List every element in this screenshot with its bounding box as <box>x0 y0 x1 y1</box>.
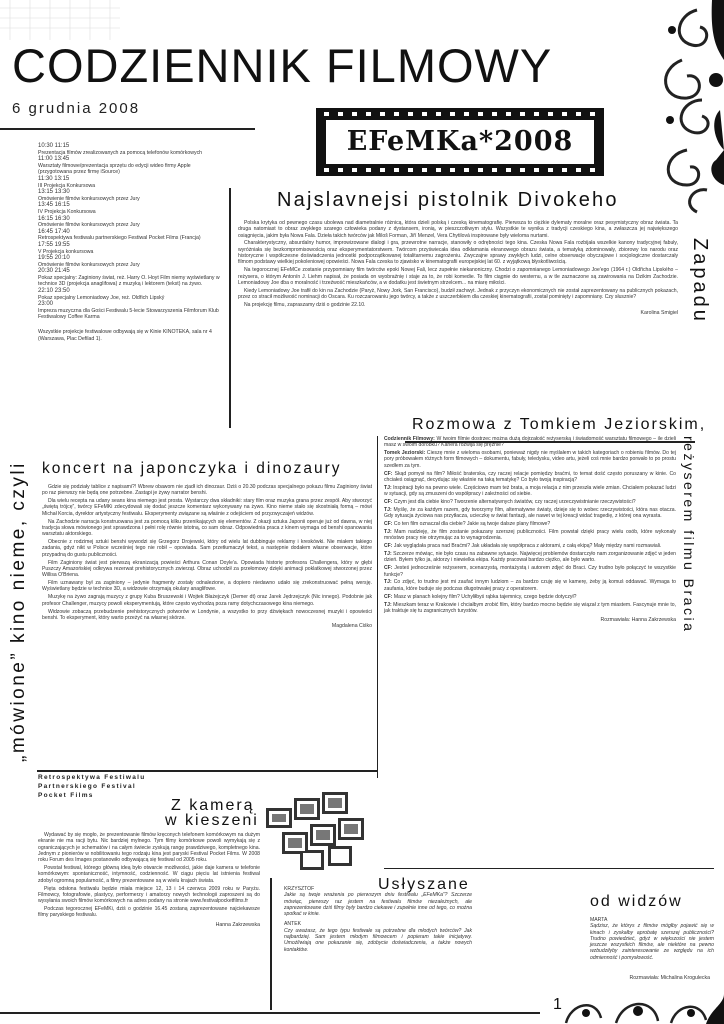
interview-text: W twoim filmie dostrzec można dużą dojrzałość reżyserską i świadomość warsztatu filmowego – ile dzieli masz w swoim dorobku? Kariera rozwija się prężnie? <box>384 436 676 449</box>
schedule-text: Prezentacja filmów zrealizowanych za pomocą telefonów komórkowych <box>38 149 203 156</box>
grid-texture <box>0 0 120 40</box>
article-west-body <box>238 220 678 317</box>
heard-quotes-right <box>590 917 714 965</box>
interview-speaker: CF: <box>384 470 395 477</box>
interview-text: Cieszę mnie z wieloma osobami, ponieważ nigdy nie myślałem w takich kategoriach o robieniu filmów. Do tej pory próbowałem różnych form filmowych – dokumentu, fabuły, teledysku, video artu, jeżeli coś mnie bardzo porwało to po prostu szedłem za tym. <box>384 450 676 469</box>
interview-signature: Rozmawiała: Hanna Zakrzewska <box>600 617 676 624</box>
schedule-time: 17:55 19:55 <box>38 241 70 248</box>
article-west-signature: Karolina Smigiel <box>640 310 678 317</box>
schedule-time: 19:55 20:10 <box>38 255 70 262</box>
viewer-text: Jakie są twoje wrażenia po pierwszym dniu festiwalu „EFeMKa”? Szczerze mówiąc, pierwszy raz jestem na festiwalu filmów niezależnych, ale zaprezentowane dziś filmy były bardzo ciekawe i zupełnie inne od tego, co można spotkać w kinie. <box>284 892 472 918</box>
page-number: 1 <box>553 996 562 1013</box>
article-west-title: Najslavnejsi pistolnik Divokeho <box>277 189 619 211</box>
schedule-item <box>38 176 220 189</box>
interview-paragraph <box>384 471 676 484</box>
interview-paragraph <box>384 579 676 592</box>
schedule-item <box>38 143 220 156</box>
schedule-text: Warsztaty filmowe/prezentacja sprzętu do edycji wideo firmy Apple (przygotowana przez firmę iSource) <box>38 162 191 176</box>
retro-title-line2: w kieszeni <box>165 812 259 829</box>
schedule-time: 11:00 13:45 <box>38 156 70 163</box>
schedule-text: Impreza muzyczna dla Gości Festiwalu 5-lecie Stowarzyszenia Filmforum Klub Festiwalowy Coffee Karma <box>38 307 219 321</box>
schedule-time: 16:45 17:40 <box>38 228 70 235</box>
concert-body <box>42 484 372 629</box>
interview-paragraph <box>384 565 676 578</box>
interview-text: Co zdjęć, to trudno jest mi zaufać innym ludziom – za bardzo czuję się w kamerę, żeby ją komuś oddawać. Wymaga to zaufania, które buduje się podczas długotrwałej pracy z operatorem. <box>384 579 676 592</box>
film-collage-illustration <box>262 778 378 874</box>
concert-title: koncert na japonczyka i dinozaury <box>42 460 342 477</box>
interview-text: Co ten film oznaczał dla ciebie? Jakie są twoje dalsze plany filmowe? <box>393 521 551 528</box>
festival-logo <box>316 108 604 176</box>
interview-paragraph <box>384 551 676 564</box>
interview-paragraph <box>384 529 676 542</box>
schedule-item <box>38 202 220 215</box>
interview-text: Jak wyglądała praca nad Braćmi? Jak układała się współpraca z aktorami, z całą ekipą? Mały między nami rozmawiali. <box>393 543 662 550</box>
schedule-time: 10:30 11:15 <box>38 143 70 149</box>
schedule-text: Omówienie filmów konkursowych przez Jury <box>38 261 140 268</box>
interview-paragraph <box>384 543 676 549</box>
schedule-item <box>38 288 220 301</box>
paragraph: Na tegorocznej EFeMCe zostanie przypomniany film twórców epoki Nowej Fali, lecz zupełnie niekanoniczny. Chodzi o zapomnianego Lemoniadowego Joe'ego (1964 r.) Oldřicha Lipského – reżysera, o którym Antonín J. Liehm napisał, że posiada on wyobraźnię i staje za to, że robi komedie. To film ciągnie do westernu, a w tle zaznaczone są zawirowania na Dzikim Zachodzie. Lemoniadowy Joe dba o moralność i trzeźwość mieszkańców, a w dodatku jest świetnym strzelcem... na miarę miłości. <box>238 267 678 286</box>
schedule-text: Omówienie filmów konkursowych przez Jury <box>38 195 140 202</box>
viewer-text: Sądzisz, że którys z filmów mógłby pojawić się w kinach i zyskałby aprobatę szerszej publiczności? Trudno powiedzieć, gdyż w większości nie jestem jeszcze wszystkich filmów, ale niektóre na pewno wzbudziłyby zainteresowanie ze względu na ich odmienność i pomysłowość. <box>590 923 714 961</box>
schedule-text: V Projekcja konkursowa <box>38 248 94 255</box>
paragraph: Na Zachodzie narracja konstruowana jest za pomocą kilku przenikających się elementów. Z okazji sztuka Japonii operuje już od dawna, w niej tradycja słowa mówionego jest sprawdzona i pełni rolę równie istotną, co sam obraz. Odpowiednia praca z kinem wymaga od benshi opanowania warsztatu aktorskiego. <box>42 518 372 538</box>
viewer-quote <box>284 886 472 917</box>
heard-signature: Rozmawiała: Michalina Krogulecka <box>629 975 710 981</box>
interview-text: Skąd pomysł na film? Miłość braterska, czy raczej relacje pomiędzy braćmi, to temat dość często poruszany w kinie. Co chciałeś osiągnąć, decydując się właśnie na taką tematykę? Co było twoją inspiracją? <box>384 470 676 483</box>
interview-paragraph <box>384 507 676 520</box>
page-title: CODZIENNIK FILMOWY <box>12 39 553 92</box>
interview-paragraph <box>384 450 676 469</box>
schedule-time: 16:15 16:30 <box>38 215 70 222</box>
interview-speaker: TJ: <box>384 529 395 536</box>
interview-speaker: TJ: <box>384 506 394 513</box>
interview-speaker: TJ: <box>384 579 394 586</box>
paragraph: Na projekcję filmu, zapraszamy dziś o godzinie 22.10. <box>244 301 366 308</box>
schedule-list <box>38 143 220 342</box>
footer-rule <box>0 1012 540 1014</box>
logo-text: EFeMKa*2008 <box>326 120 594 164</box>
paragraph: Dla wielu recepta na udany seans kina niemego jest prosta. Wystarczy dwa składniki: stary film oraz muzyka grana przez zespół. Aby stworzyć „świętą trójcę”, twórcy EFeMKi zdecydowali się dodać jeszcze komentarz wykonywany na żywo. Kino nieme stało się skostniałą formą – mówi Michał Korcia, dyrektor artystyczny festiwalu. Eksperymenty związane są właśnie z odejściem od przyzwyczajeń widzów. <box>42 498 372 517</box>
heard-title-tail: od widzów <box>590 893 683 910</box>
interview-text: Jesteś jednocześnie reżyserem, scenarzystą, montażystą i autorem zdjęć do Braci. Czy trudno było połączyć te wszystkie funkcje? <box>384 565 676 578</box>
heard-title: Usłyszane <box>378 876 470 893</box>
paragraph: Pięta odsłona festiwalu będzie miała miejsce 12, 13 i 14 czerwca 2009 roku w Paryżu. Filmowcy, fotografowie, plastycy, performerzy i amatorzy nowych technologii zaproszeni są do wysyłania swoich filmów komórkowych na adres podany na stronie www.festivalpocketfilms.fr <box>38 885 260 905</box>
column-divider <box>229 188 231 428</box>
article-west-title-vertical: Zapadu <box>689 238 711 324</box>
viewer-name: ANTEK <box>284 921 301 928</box>
schedule-time: 22:10 23:50 <box>38 288 70 295</box>
swirl-ornament-bottom-right <box>556 983 724 1024</box>
interview-text: Czym jest dla ciebie kino? Tworzenie alternatywnych światów, czy raczej urzeczywistnianie rzeczywistości? <box>393 499 636 506</box>
schedule-item <box>38 301 220 321</box>
interview-text: Mieszkam teraz w Krakowie i chciałbym zrobić film, który bardzo mocno będzie się wiązał z tym miastem. Fascynuje mnie to, jak traktuje się tu zagranicznych turystów. <box>384 601 676 614</box>
schedule-text: Omówienie filmów konkursowych przez Jury <box>38 222 140 229</box>
interview-speaker: Tomek Jeziorski: <box>384 450 427 457</box>
schedule-time: 13:45 16:15 <box>38 202 70 209</box>
schedule-item <box>38 268 220 288</box>
schedule-time: 20:30 21:45 <box>38 268 70 275</box>
schedule-text: Retrospektywa festiwalu partnerskiego Festiwal Pocket Films (Francja) <box>38 235 201 242</box>
paragraph: Film uznawany był za zaginiony – jedynie fragmenty zostały odnalezione, a dopiero niedawno udało się zrekonstruować pełną wersję. Wyświetlany będzie w technice 3D, a widzowie otrzymają okulary anaglifowe. <box>42 580 372 593</box>
retro-title-line1: Z kamerą <box>171 797 255 814</box>
interview-speaker: TJ: <box>384 551 394 558</box>
schedule-item <box>38 156 220 176</box>
schedule-item <box>38 255 220 268</box>
viewer-name: KRZYSZTOF <box>284 886 315 892</box>
retro-signature: Hanna Zakrzewska <box>215 921 260 928</box>
interview-speaker: Codziennik Filmowy: <box>384 436 437 442</box>
interview-paragraph <box>384 602 676 615</box>
concert-signature: Magdalena Ciśko <box>331 623 372 630</box>
schedule-item <box>38 189 220 202</box>
interview-text: Szczerze mówiąc, nie było czasu na zabawne sytuacje. Najwięcej problemów dostarczyło nam zorganizowanie zdjęć w jeden dzień. Byłem tylko ja, aktorzy i niewielka ekipa. Każdy pracował bardzo ciężko, ale było warto. <box>384 551 676 564</box>
paragraph: Kiedy Lemoniadowy Joe trafił do kin na Zachodzie (Paryż, Nowy Jork, San Francisco), budził zachwyt. Jednak z przyczyn ekonomicznych nie został zaprezentowany na publicznych pokazach, przez co stracił możliwość nominacji do Oscara. Ku rozczarowaniu jego twórcy, a także z uszczerbkiem dla czeskiej kinematografii, został pominięty i zapomniany. Czy słusznie? <box>238 287 678 301</box>
schedule-time: 11:30 13:15 <box>38 175 70 182</box>
schedule-item <box>38 229 220 242</box>
paragraph: Gdzie się podziały tablice z napisami?! Wbrew obawom nie zjadł ich dinozaur. Dziś o 20.30 podczas specjalnego pokazu filmu Zaginiony świat po raz pierwszy nie będą one potrzebne. Zastąpi je żywy narrator benshi. <box>42 484 372 497</box>
viewer-text: Czy uważasz, że tego typu festiwale są potrzebne dla młodych twórców? Jak najbardziej. Sam jestem młodym filmowcem i popieram takie inicjatywy. Umożliwiają one pokazanie się, zdobycie doświadczenia, a także nowych kontaktów. <box>284 927 472 953</box>
interview-paragraph <box>384 521 676 527</box>
schedule-item <box>38 216 220 229</box>
paragraph: Film Zaginiony świat jest pierwszą ekranizacją powieści Arthura Conan Doyle'a. Opowiada historię profesora Challengera, który w głębi Puszczy Amazońskiej odkrywa rezerwat prehistorycznych zwierząt. Obraz uchodził za przełomowy dzięki animacji poklatkowej stworzonej przez Willisa O'Briena. <box>42 559 372 579</box>
rule-concert-bottom <box>37 770 377 772</box>
interview-body <box>384 436 676 623</box>
paragraph: Powstał festiwal, którego główną ideą było otwarcie możliwości, jakie daje kamera w telefonie komórkowym: spontaniczność, intymność, codzienność. W ciągu pięciu lat istnienia festiwal zdobył ogromną popularność, a filmy prezentowane są w wielu krajach świata. <box>38 865 260 884</box>
viewer-name: MARTA <box>590 917 608 923</box>
paragraph: Muzykę na żywo zagrają muzycy z grupy Kuba Bruszewski i Wojtek Błażejczyk (Demer dt) oraz Jarek Jędrzejczyk (Nic innego). Podobnie jak profesor Challenger, muzycy powoli eksperymentują, które często wychodzą poza ramy dotychczasowego kina niemego. <box>42 594 372 607</box>
concert-vertical-title: „mówione” kino nieme, czyli <box>8 461 29 762</box>
interview-speaker: CF: <box>384 593 394 600</box>
interview-speaker: TJ: <box>384 601 394 608</box>
interview-paragraph <box>384 436 676 449</box>
interview-text: Masz w planach kolejny film? Uchyliłbyś rąbka tajemnicy, czego będzie dotyczył? <box>393 593 577 600</box>
interview-speaker: CF: <box>384 543 394 550</box>
interview-paragraph <box>384 594 676 600</box>
paragraph: Widzowie zobaczą przebudzenie prehistorycznych potworów w Londynie, a wszystko to przy dźwiękach nowoczesnej muzyki i opowieści benshi. To eksperyment, który warto przeżyć na własnej skórze. <box>42 608 372 621</box>
heard-quotes-left <box>284 886 472 957</box>
interview-text: Myślę, że za każdym razem, gdy tworzymy film, alternatywne światy, dzieje się to wobec rzeczywistości, która nas otacza. Gdy sytuacja życiowa nas przytłacza, ucieczkę w świat fantazji, ale nawet w tej kreacji widać tragedię, z której ona wyrasta. <box>384 506 676 520</box>
schedule-text: III Projekcja Konkursowa <box>38 182 96 189</box>
paragraph: Polska krytyka od pewnego czasu ubolewa nad diametralnie różnicą, która dzieli polską i czeską kinematografię. Pierwsza to ciężkie dylematy moralne oraz pesymistyczny obraz świata. Ta druga natomiast to obraz zwykłego szarego człowieka podany z dystansem, ironią, w pieszczotliwym stylu. Wszystkie te wynika z tradycji czeskiego kina, a zwłaszcza jej największego osiągnięcia, jakim była Nowa Fala. Dzieła takich twórców jak Miloš Forman, Jiří Menzel, Vera Chytilová inspirowane były wieloma nurtami. <box>238 220 678 239</box>
interview-speaker: TJ: <box>384 484 394 491</box>
schedule-text: IV Projekcja Konkursowa <box>38 208 96 215</box>
swirl-ornament-top-right <box>612 0 724 215</box>
schedule-text: Pokaz specjalny Lemoniadowy Joe, reż. Oldřich Lipský <box>38 294 165 301</box>
schedule-item <box>38 242 220 255</box>
schedule-time: 13:15 13:30 <box>38 189 70 196</box>
interview-divider <box>377 436 378 778</box>
issue-date: 6 grudnia 2008 <box>12 100 141 117</box>
viewer-quote <box>590 917 714 961</box>
interview-speaker: CF: <box>384 499 394 506</box>
interview-vertical-title: reżyserem filmu Bracia <box>681 436 697 634</box>
paragraph: Wydawać by się mogło, że prezentowanie filmów kręconych telefonem komórkowym na dużym ekranie nie ma racji bytu. Nic bardziej mylnego. Tym filmy komórkowe powoli wymykają się z ograniczających je schematów i na całym świecie zyskują rangę prawdziwego, kompletnego kina. Jednym z pionierów w nobilitowaniu tego rodzaju kina jest paryski Festival Pocket Films. W 2008 roku Forum des Images postanowiło odbywającą się festiwal od 2005 roku. <box>38 832 260 864</box>
retro-label: Retrospektywa Festiwalu Partnerskiego Festival Pocket Films <box>38 774 146 799</box>
schedule-text: Pokaz specjalny: Zaginiony świat, reż. Harry O. Hoyt Film niemy wyświetlany w technice 3D (projekcja anaglifowa) z muzyką i lektorem (tekst) na żywo. <box>38 274 220 288</box>
paragraph: Charakterystyczny, absurdalny humor, improwizowane dialogi i gra, przewrotne narracje, stanowiły o odrębności tego kina. Czeska Nowa Fala rozbijała wszelkie kanony tradycyjnej fabuły, wyróżniała się bezkompromisowością oraz eksperymentatorstwem. Twórcom przyświecała idea odkłamania ekranowego obrazu świata, a tematyką zdominowały, zbiorowy los narodu oraz historyczne i współczesne doświadczenia jednostki podporządkowanej totalitarnemu zagrożeniu. Zwyczajne sprawy zwykłych ludzi, celne obserwacje obyczajowe i socjologiczne dostarczały filmom podstawy wielkiej pokoleniowej opowieści. Nowa Fala czeska to zjawisko w kinematografii europejskiej lat 60. z wyjątkową błyskotliwością. <box>238 240 678 266</box>
interview-speaker: CF: <box>384 565 395 572</box>
paragraph: Podczas tegorocznej EFeMKi, dziś o godzinie 16.45 zostaną zaprezentowane najciekawsze filmy paryskiego festiwalu. <box>38 906 260 919</box>
schedule-time: 23:00 <box>38 301 54 308</box>
interview-text: Mam nadzieję, że film zostanie pokazany szerszej publiczności. Film powstał dzięki pracy wielu osób, które wykonały mnóstwo pracy nie otrzymując za to wynagrodzenia. <box>384 529 676 542</box>
rule-interview-bottom <box>384 868 714 869</box>
viewer-quote <box>284 921 472 952</box>
interview-paragraph <box>384 499 676 505</box>
retro-body <box>38 832 260 928</box>
retro-divider <box>270 878 272 1010</box>
interview-speaker: CF: <box>384 521 394 528</box>
interview-title: Rozmowa z Tomkiem Jeziorskim, <box>412 416 707 433</box>
schedule-footer: Wszystkie projekcje festiwalowe odbywają się w Kinie KINOTEKA, sala nr 4 (Warszawa, Plac Defilad 1). <box>38 329 212 342</box>
header-rule <box>0 128 255 130</box>
interview-paragraph <box>384 485 676 498</box>
paragraph: Obecnie z rodzimej sztuki benshi wywodzi się Grzegorz Drojewski, który od wielu lat dubbinguje reklamy i kreskówki. Nie miałem takiego zadania, gdyż nikt w Polsce wcześniej tego nie robił – opowiada. Sam przetłumaczył tekst, a następnie dodałem własne obserwacje, które przypadną do gustu publiczności. <box>42 539 372 558</box>
interview-text: Inspiracji było na pewno wiele. Częściowo mam też brata, a moja relacja z nim przeszła wiele zmian. Chciałem pokazać ludzi w sytuacji, gdy są zmuszeni do współpracy i zależności od siebie. <box>384 484 676 498</box>
